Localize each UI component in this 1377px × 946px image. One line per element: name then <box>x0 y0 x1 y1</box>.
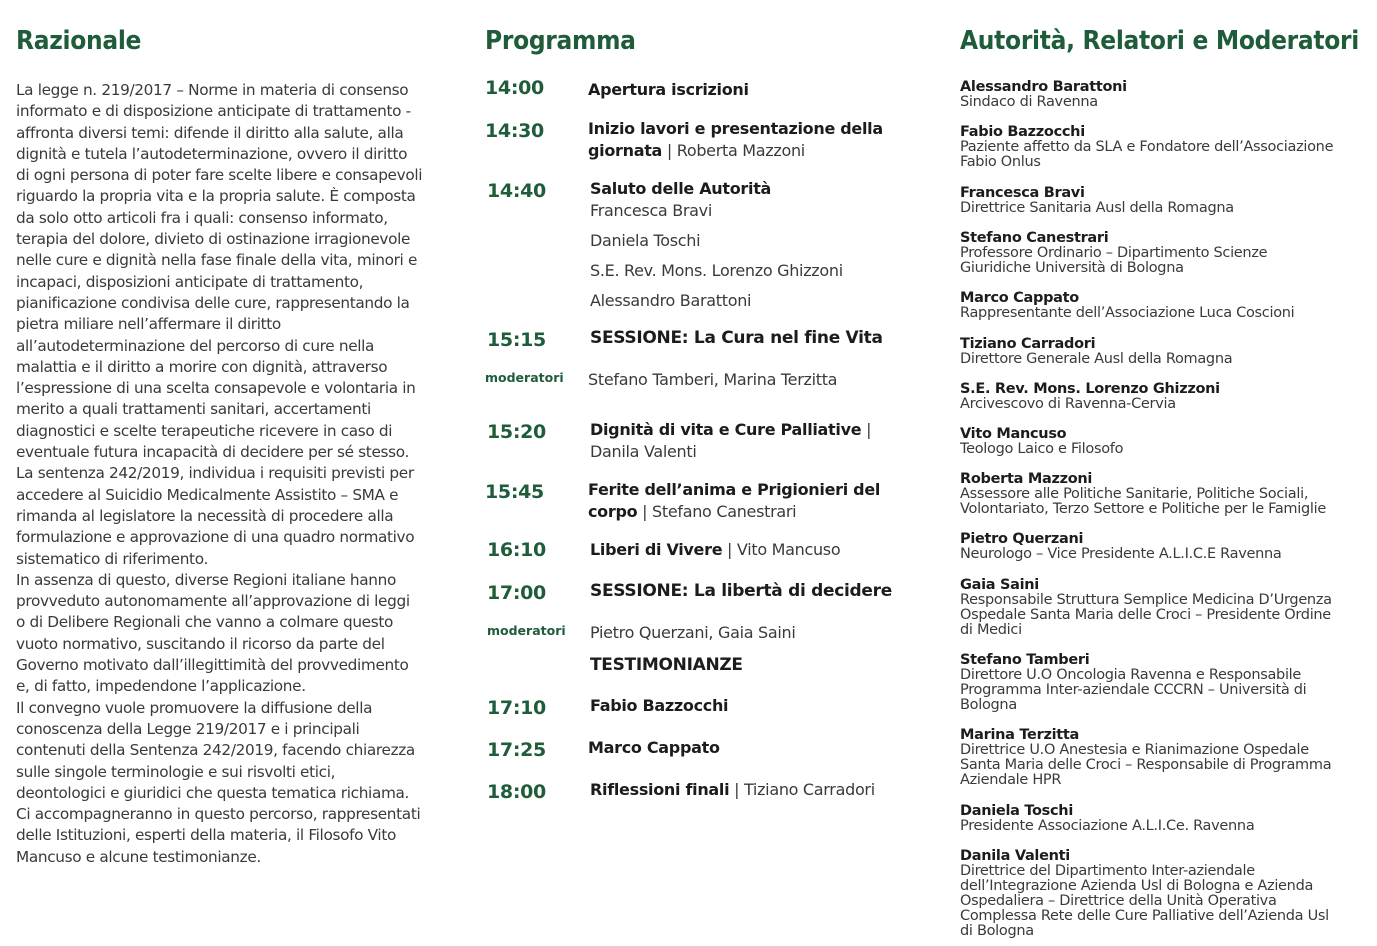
program-time: 14:40 <box>487 180 546 202</box>
speaker-role: Direttrice U.O Anestesia e Rianimazione Ospedale Santa Maria delle Croci – Responsabile di Programma Aziendale HPR <box>960 742 1332 789</box>
speaker-name: Pietro Querzani <box>960 531 1084 547</box>
program-desc-bold: Fabio Bazzocchi <box>590 696 729 715</box>
program-desc-bold: SESSIONE: La libertà di decidere <box>590 581 892 601</box>
speaker-name: Fabio Bazzocchi <box>960 124 1085 140</box>
program-desc-bold: Inizio lavori e presentazione della giornata <box>588 119 883 160</box>
program-desc <box>590 539 920 561</box>
speaker-role: Paziente affetto da SLA e Fondatore dell’Associazione Fabio Onlus <box>960 139 1334 171</box>
greeting-name: Francesca Bravi <box>590 201 713 220</box>
program-desc <box>590 419 920 463</box>
speaker-name: Francesca Bravi <box>960 185 1085 201</box>
program-moderators-label: moderatori <box>487 623 566 638</box>
speaker-entry <box>960 80 1360 110</box>
speaker-name: Marco Cappato <box>960 290 1079 306</box>
program-desc-rest: | Roberta Mazzoni <box>662 141 805 160</box>
program-time: 14:00 <box>485 77 544 99</box>
program-time: 17:10 <box>487 697 546 719</box>
program-desc-bold: Marco Cappato <box>588 738 720 757</box>
program-desc-bold: SESSIONE: La Cura nel fine Vita <box>590 328 883 348</box>
speaker-entry <box>960 125 1360 170</box>
program-moderators-label: moderatori <box>485 370 564 385</box>
speaker-name: Roberta Mazzoni <box>960 471 1093 487</box>
speaker-entry <box>960 291 1360 321</box>
speaker-role: Direttrice del Dipartimento Inter-aziendale dell’Integrazione Azienda Usl di Bologna e Azienda Ospedaliera – Direttrice della Unità Operativa Complessa Rete delle Cure Palliative dell’Azienda Usl di Bologna <box>960 863 1329 940</box>
speaker-name: Gaia Saini <box>960 577 1039 593</box>
program-time: 14:30 <box>485 120 544 142</box>
program-time: 16:10 <box>487 539 546 561</box>
program-desc <box>590 779 920 801</box>
program-desc-bold: Liberi di Vivere <box>590 540 723 559</box>
speaker-name: Marina Terzitta <box>960 727 1079 743</box>
speaker-entry <box>960 382 1360 412</box>
speaker-entry <box>960 532 1360 562</box>
program-title: Programma <box>485 26 636 56</box>
program-desc <box>588 79 918 101</box>
speaker-entry <box>960 653 1360 713</box>
speaker-role: Presidente Associazione A.L.I.Ce. Ravenna <box>960 818 1255 834</box>
speaker-role: Neurologo – Vice Presidente A.L.I.C.E Ravenna <box>960 546 1282 562</box>
speaker-name: Daniela Toschi <box>960 803 1073 819</box>
program-desc <box>588 369 918 391</box>
speaker-entry <box>960 578 1360 638</box>
speaker-role: Rappresentante dell’Associazione Luca Coscioni <box>960 305 1295 321</box>
rationale-title: Razionale <box>16 26 142 56</box>
program-desc-bold: Ferite dell’anima e Prigionieri del corpo <box>588 480 881 521</box>
speaker-entry <box>960 804 1360 834</box>
program-desc-bold: Riflessioni finali <box>590 780 730 799</box>
speaker-name: Alessandro Barattoni <box>960 79 1127 95</box>
program-desc <box>590 654 920 676</box>
program-desc-rest: | Tiziano Carradori <box>729 780 875 799</box>
program-desc-rest: | Vito Mancuso <box>722 540 841 559</box>
program-desc-bold: Apertura iscrizioni <box>588 80 749 99</box>
speaker-role: Arcivescovo di Ravenna-Cervia <box>960 396 1176 412</box>
speaker-entry <box>960 427 1360 457</box>
program-desc-rest: Stefano Tamberi, Marina Terzitta <box>588 370 838 389</box>
program-desc <box>588 737 918 759</box>
program-desc-bold: TESTIMONIANZE <box>590 655 743 675</box>
speaker-name: Vito Mancuso <box>960 426 1067 442</box>
program-desc <box>590 622 920 644</box>
program-desc <box>590 178 920 312</box>
speaker-name: S.E. Rev. Mons. Lorenzo Ghizzoni <box>960 381 1220 397</box>
speaker-name: Tiziano Carradori <box>960 336 1096 352</box>
speaker-role: Professore Ordinario – Dipartimento Scienze Giuridiche Università di Bologna <box>960 245 1268 277</box>
program-time: 17:25 <box>487 739 546 761</box>
speaker-name: Stefano Canestrari <box>960 230 1109 246</box>
program-time: 15:15 <box>487 329 546 351</box>
speaker-entry <box>960 337 1360 367</box>
program-desc-rest: Pietro Querzani, Gaia Saini <box>590 623 796 642</box>
program-desc-bold: Dignità di vita e Cure Palliative <box>590 420 862 439</box>
program-desc-rest: | Danila Valenti <box>590 420 872 461</box>
program-desc-bold: Saluto delle Autorità <box>590 179 772 198</box>
speaker-role: Sindaco di Ravenna <box>960 94 1098 110</box>
speaker-role: Assessore alle Politiche Sanitarie, Politiche Sociali, Volontariato, Terzo Settore e Politiche per le Famiglie <box>960 486 1326 518</box>
program-time: 18:00 <box>487 781 546 803</box>
greeting-name: Alessandro Barattoni <box>590 291 752 310</box>
rationale-text: La legge n. 219/2017 – Norme in materia di consenso informato e di disposizione anticipate di trattamento - affronta diversi temi: difende il diritto alla salute, alla dignità e tutela l’autodeterminazione, ovvero il diritto di ogni persona di poter fare scelte libere e consapevoli riguardo la propria vita e la propria salute. È composta da solo otto articoli fra i quali: consenso informato, terapia del dolore, divieto di ostinazione irragionevole nelle cure e dignità nella fase finale della vita, minori e incapaci, disposizioni anticipate di trattamento, pianificazione condivisa delle cure, rappresentando la pietra miliare nell’affermare il diritto all’autodeterminazione del percorso di cure nella malattia e il diritto a morire con dignità, attraverso l’espressione di una scelta consapevole e volontaria in merito a quali trattamenti sanitari, accertamenti diagnostici e scelte terapeutiche ricevere in caso di eventuale futura incapacità di decidere per sé stesso. La sentenza 242/2019, individua i requisiti previsti per accedere al Suicidio Medicalmente Assistito – SMA e rimanda al legislatore la necessità di procedere alla formulazione e approvazione di una quadro normativo sistematico di riferimento. In assenza di questo, diverse Regioni italiane hanno provveduto autonomamente all’approvazione di leggi o di Delibere Regionali che vanno a colmare questo vuoto normativo, suscitando il ricorso da parte del Governo motivato dall’illegittimità del provvedimento e, di fatto, impedendone l’applicazione. Il convegno vuole promuovere la diffusione della conoscenza della Legge 219/2017 e i principali contenuti della Sentenza 242/2019, facendo chiarezza sulle singole terminologie e sui risvolti etici, deontologici e giuridici che questa tematica richiama. Ci accompagneranno in questo percorso, rappresentati delle Istituzioni, esperti della materia, il Filosofo Vito Mancuso e alcune testimonianze. <box>16 81 423 866</box>
program-desc-rest: | Stefano Canestrari <box>637 502 797 521</box>
program-desc <box>588 118 918 162</box>
program-desc <box>588 479 918 523</box>
speaker-role: Teologo Laico e Filosofo <box>960 441 1124 457</box>
speaker-name: Stefano Tamberi <box>960 652 1090 668</box>
speaker-role: Direttore U.O Oncologia Ravenna e Responsabile Programma Inter-aziendale CCCRN – Università di Bologna <box>960 667 1307 714</box>
speaker-entry <box>960 849 1360 939</box>
program-desc <box>590 327 920 349</box>
program-desc <box>590 580 920 602</box>
speakers-title: Autorità, Relatori e Moderatori <box>960 26 1359 56</box>
program-time: 15:45 <box>485 481 544 503</box>
speaker-entry <box>960 231 1360 276</box>
speaker-entry <box>960 728 1360 788</box>
speaker-name: Danila Valenti <box>960 848 1070 864</box>
speaker-entry <box>960 186 1360 216</box>
program-time: 17:00 <box>487 582 546 604</box>
speaker-role: Responsabile Struttura Semplice Medicina D’Urgenza Ospedale Santa Maria delle Croci – Presidente Ordine di Medici <box>960 592 1332 639</box>
greeting-name: Daniela Toschi <box>590 231 701 250</box>
greeting-name: S.E. Rev. Mons. Lorenzo Ghizzoni <box>590 261 843 280</box>
speaker-role: Direttrice Sanitaria Ausl della Romagna <box>960 200 1234 216</box>
program-desc <box>590 695 920 717</box>
speaker-role: Direttore Generale Ausl della Romagna <box>960 351 1233 367</box>
speaker-entry <box>960 472 1360 517</box>
program-time: 15:20 <box>487 421 546 443</box>
